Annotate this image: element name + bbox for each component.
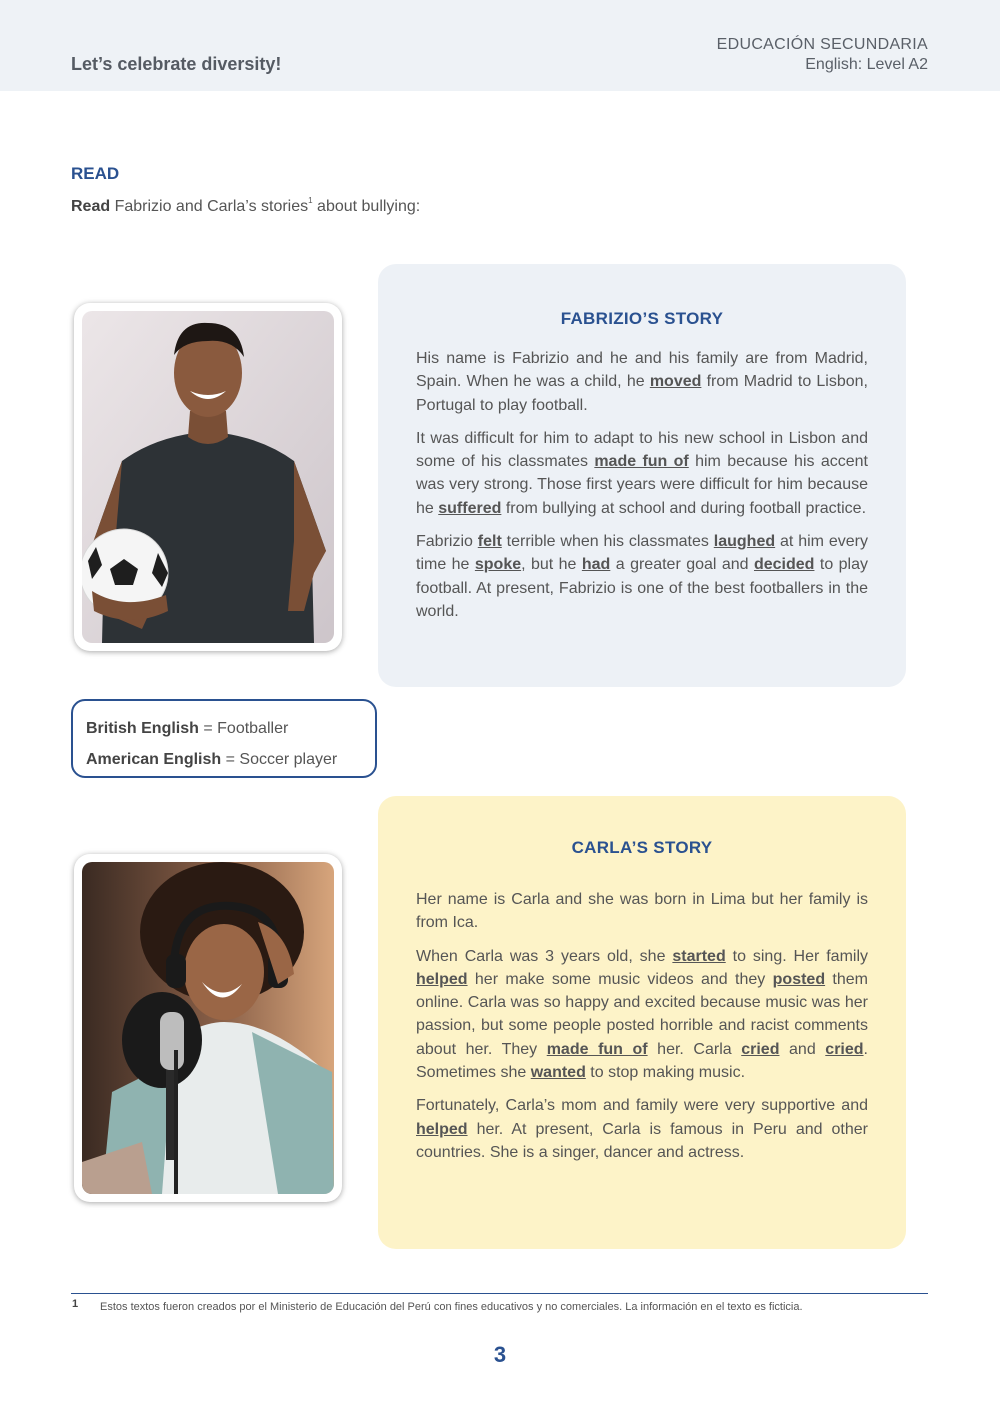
fabrizio-story-text: [416, 347, 868, 623]
fabrizio-text-segment: from Madrid to Lisbon, Portugal to play football.: [416, 373, 869, 414]
carla-text-segment: her. Carla: [647, 1040, 742, 1058]
fabrizio-photo-frame: [74, 303, 342, 651]
fabrizio-highlighted-verb: moved: [649, 373, 702, 391]
fabrizio-text-segment: him because his accent was very strong. Those first years were difficult for him because he: [416, 453, 868, 517]
carla-paragraph: [416, 945, 868, 1085]
carla-story-text: [416, 888, 868, 1164]
carla-highlighted-verb: started: [672, 947, 726, 965]
fabrizio-paragraph: [416, 347, 868, 417]
carla-text-segment: When Carla was 3 years old, she: [416, 947, 673, 965]
fabrizio-text-segment: Fabrizio: [416, 533, 478, 551]
header-level-line2: English: Level A2: [805, 56, 928, 73]
note-american-value: = Soccer player: [221, 751, 338, 768]
carla-paragraph: [416, 888, 868, 935]
section-title: READ: [71, 164, 120, 183]
fabrizio-paragraph: [416, 530, 868, 623]
carla-text-segment: Fortunately, Carla’s mom and family were very supportive and: [416, 1097, 868, 1115]
fabrizio-text-segment: His name is Fabrizio and he and his family are from Madrid, Spain. When he was a child, he: [416, 350, 868, 391]
carla-text-segment: her make some music videos and they: [467, 970, 773, 988]
fabrizio-text-segment: a greater goal and: [610, 556, 754, 574]
page-number: 3: [493, 1342, 507, 1367]
carla-text-segment: her. At present, Carla is famous in Peru and other countries. She is a singer, dancer and actress.: [416, 1120, 868, 1161]
fabrizio-paragraph: [416, 427, 868, 520]
note-american-label: American English: [86, 751, 222, 768]
carla-highlighted-verb: wanted: [530, 1064, 586, 1082]
fabrizio-highlighted-verb: laughed: [713, 533, 776, 551]
footnote-divider: [71, 1293, 928, 1294]
carla-story-box: [378, 796, 906, 1249]
instruction-bold: Read: [71, 198, 111, 215]
footnote-text: Estos textos fueron creados por el Ministerio de Educación del Perú con fines educativos y no comerciales. La información en el texto es ficticia.: [100, 1301, 803, 1313]
page-header: [0, 0, 1000, 91]
carla-highlighted-verb: posted: [772, 970, 826, 988]
header-level-line1: EDUCACIÓN SECUNDARIA: [716, 36, 928, 53]
fabrizio-story-box: [378, 264, 906, 687]
carla-text-segment: . Sometimes she: [416, 1040, 868, 1082]
carla-text-segment: to sing. Her family: [725, 947, 869, 965]
fabrizio-highlighted-verb: spoke: [474, 556, 522, 574]
header-title: Let’s celebrate diversity!: [71, 54, 282, 74]
fabrizio-highlighted-verb: decided: [753, 556, 815, 574]
carla-story-title: CARLA’S STORY: [571, 838, 713, 857]
carla-text-segment: them online. Carla was so happy and excited because music was her passion, but some people posted horrible and racist comments about her. They: [416, 970, 869, 1058]
carla-photo-frame: [74, 854, 342, 1202]
fabrizio-story-title: FABRIZIO’S STORY: [560, 309, 724, 328]
fabrizio-highlighted-verb: made fun of: [594, 453, 689, 471]
fabrizio-text-segment: at him every time he: [416, 533, 868, 574]
fabrizio-text-segment: from bullying at school and during football practice.: [501, 499, 867, 517]
instruction-tail: about bullying:: [312, 198, 421, 215]
carla-highlighted-verb: helped: [416, 970, 468, 988]
fabrizio-text-segment: , but he: [521, 556, 582, 574]
vocabulary-note: [71, 699, 377, 778]
note-line-british: [86, 713, 375, 744]
carla-highlighted-verb: cried: [741, 1040, 780, 1058]
carla-text-segment: Her name is Carla and she was born in Lima but her family is from Ica.: [416, 891, 868, 932]
carla-text-segment: to stop making music.: [585, 1064, 746, 1082]
fabrizio-text-segment: It was difficult for him to adapt to his new school in Lisbon and some of his classmates: [416, 429, 868, 471]
section-instruction: [71, 198, 420, 216]
note-line-american: [86, 744, 375, 775]
carla-text-segment: and: [779, 1040, 826, 1058]
footnote-ref[interactable]: 1: [308, 196, 313, 205]
note-british-label: British English: [86, 720, 199, 737]
carla-photo: [82, 862, 334, 1194]
carla-paragraph: [416, 1094, 868, 1164]
fabrizio-text-segment: to play football. At present, Fabrizio is one of the best footballers in the world.: [416, 556, 868, 620]
carla-highlighted-verb: cried: [825, 1040, 864, 1058]
footnote-number: 1: [72, 1298, 79, 1310]
fabrizio-text-segment: terrible when his classmates: [501, 533, 714, 551]
fabrizio-highlighted-verb: felt: [477, 533, 502, 551]
fabrizio-highlighted-verb: suffered: [438, 499, 502, 517]
fabrizio-photo: [82, 311, 334, 643]
carla-highlighted-verb: helped: [416, 1120, 468, 1138]
note-british-value: = Footballer: [198, 720, 289, 737]
carla-highlighted-verb: made fun of: [546, 1040, 648, 1058]
fabrizio-highlighted-verb: had: [581, 556, 611, 574]
instruction-text: Fabrizio and Carla’s stories: [110, 198, 309, 215]
